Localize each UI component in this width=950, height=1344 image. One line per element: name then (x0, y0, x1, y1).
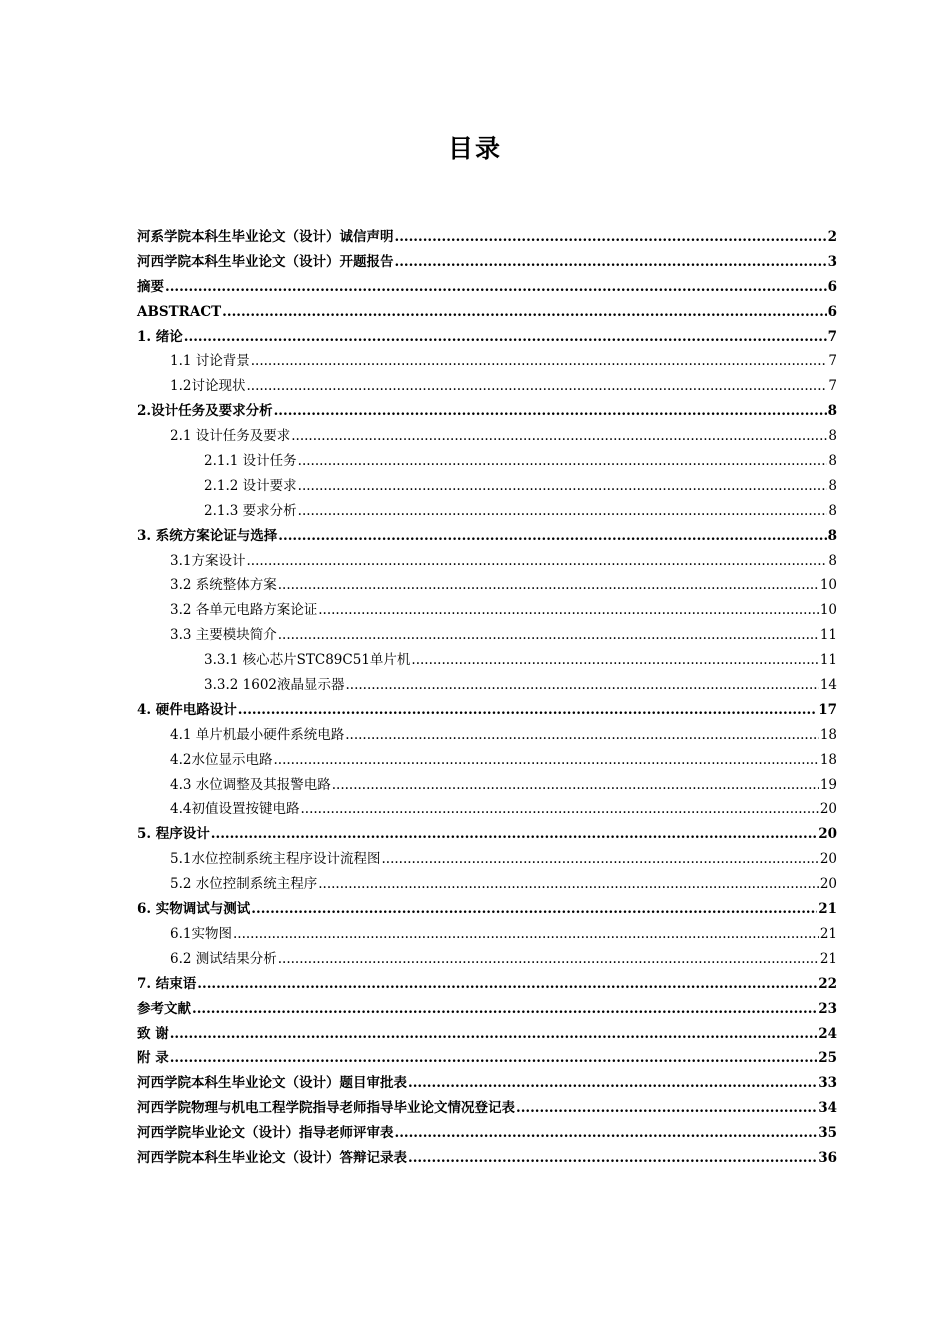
toc-entry[interactable] (137, 275, 837, 300)
toc-entry[interactable] (137, 997, 837, 1022)
toc-entry[interactable] (137, 449, 837, 474)
toc-entry[interactable] (137, 349, 837, 374)
toc-entry-page-number: 33 (818, 1075, 837, 1092)
toc-entry-page-number: 8 (828, 453, 837, 470)
toc-entry[interactable] (137, 598, 837, 623)
toc-entry-page-number: 21 (819, 925, 837, 942)
toc-entry-title: 1.1 讨论背景 (170, 353, 250, 370)
toc-dot-leader (246, 549, 827, 574)
toc-entry[interactable] (137, 573, 837, 598)
toc-entry[interactable] (137, 250, 837, 275)
toc-entry-title: 5.2 水位控制系统主程序 (170, 876, 318, 893)
toc-dot-leader (233, 922, 819, 947)
toc-entry[interactable] (137, 698, 837, 723)
toc-dot-leader (395, 250, 827, 275)
toc-entry-page-number: 21 (818, 901, 837, 918)
toc-entry-title: 附 录 (137, 1050, 169, 1067)
toc-entry[interactable] (137, 648, 837, 673)
toc-entry-page-number: 22 (818, 975, 837, 992)
toc-dot-leader (278, 947, 819, 972)
toc-dot-leader (278, 524, 826, 549)
toc-entry-title: 3.3 主要模块简介 (170, 627, 277, 644)
toc-entry-page-number: 3 (827, 253, 837, 270)
toc-entry-title: 参考文献 (137, 1000, 191, 1017)
toc-entry[interactable] (137, 225, 837, 250)
toc-entry[interactable] (137, 1046, 837, 1071)
toc-entry-title: 2.1.2 设计要求 (204, 477, 297, 494)
toc-entry[interactable] (137, 424, 837, 449)
toc-dot-leader (170, 1022, 818, 1047)
toc-entry[interactable] (137, 1096, 837, 1121)
toc-entry[interactable] (137, 748, 837, 773)
toc-dot-leader (408, 1146, 817, 1171)
toc-entry[interactable] (137, 399, 837, 424)
toc-dot-leader (211, 822, 817, 847)
toc-entry-page-number: 23 (818, 1000, 837, 1017)
toc-entry-title: 致 谢 (137, 1025, 169, 1042)
toc-entry-page-number: 18 (819, 726, 837, 743)
toc-dot-leader (192, 997, 817, 1022)
toc-entry-page-number: 20 (818, 826, 837, 843)
toc-entry-page-number: 8 (828, 502, 837, 519)
toc-entry-page-number: 8 (828, 477, 837, 494)
toc-entry-page-number: 20 (819, 851, 837, 868)
toc-dot-leader (381, 847, 818, 872)
toc-entry-title: 河西学院本科生毕业论文（设计）答辩记录表 (137, 1149, 407, 1166)
toc-entry-title: 6. 实物调试与测试 (137, 901, 251, 918)
toc-entry-page-number: 7 (828, 378, 837, 395)
toc-entry-title: 4.2水位显示电路 (170, 751, 273, 768)
toc-entry-title: 1.2讨论现状 (170, 378, 246, 395)
toc-entry-page-number: 7 (828, 353, 837, 370)
toc-entry-page-number: 6 (827, 278, 837, 295)
toc-entry-page-number: 36 (818, 1149, 837, 1166)
toc-entry-title: 7. 结束语 (137, 975, 197, 992)
toc-entry-page-number: 24 (818, 1025, 837, 1042)
toc-dot-leader (345, 723, 819, 748)
toc-dot-leader (274, 399, 827, 424)
toc-entry-title: 3.3.2 1602液晶显示器 (204, 677, 345, 694)
toc-dot-leader (165, 275, 827, 300)
toc-entry[interactable] (137, 325, 837, 350)
toc-entry-title: 2.1.3 要求分析 (204, 502, 297, 519)
toc-entry-title: 摘要 (137, 278, 164, 295)
toc-entry[interactable] (137, 374, 837, 399)
toc-dot-leader (408, 1071, 817, 1096)
toc-entry-title: 3.1方案设计 (170, 552, 246, 569)
toc-entry[interactable] (137, 773, 837, 798)
toc-entry[interactable] (137, 723, 837, 748)
toc-dot-leader (238, 698, 817, 723)
toc-dot-leader (298, 474, 828, 499)
toc-entry[interactable] (137, 549, 837, 574)
toc-entry[interactable] (137, 1071, 837, 1096)
toc-entry[interactable] (137, 1121, 837, 1146)
toc-entry-title: 河西学院毕业论文（设计）指导老师评审表 (137, 1125, 394, 1142)
toc-entry-title: 2.1 设计任务及要求 (170, 428, 291, 445)
toc-entry[interactable] (137, 922, 837, 947)
toc-dot-leader (395, 225, 827, 250)
toc-dot-leader (298, 449, 828, 474)
toc-dot-leader (251, 897, 817, 922)
toc-entry[interactable] (137, 524, 837, 549)
toc-entry-page-number: 20 (819, 876, 837, 893)
toc-entry-title: 6.2 测试结果分析 (170, 950, 277, 967)
toc-entry[interactable] (137, 897, 837, 922)
toc-entry-page-number: 10 (819, 577, 837, 594)
toc-dot-leader (278, 623, 819, 648)
toc-dot-leader (291, 424, 827, 449)
toc-entry-page-number: 18 (819, 751, 837, 768)
toc-entry-title: 3. 系统方案论证与选择 (137, 527, 278, 544)
toc-dot-leader (170, 1046, 818, 1071)
toc-entry-page-number: 8 (828, 552, 837, 569)
toc-entry-title: 3.2 系统整体方案 (170, 577, 277, 594)
toc-entry-page-number: 7 (827, 328, 837, 345)
toc-entry-page-number: 8 (828, 428, 837, 445)
toc-entry[interactable] (137, 474, 837, 499)
toc-entry-page-number: 2 (827, 229, 837, 245)
toc-dot-leader (346, 673, 819, 698)
toc-entry-page-number: 11 (819, 627, 837, 644)
toc-dot-leader (222, 300, 826, 325)
toc-entry-title: 2.1.1 设计任务 (204, 453, 297, 470)
toc-dot-leader (318, 598, 819, 623)
toc-entry[interactable] (137, 947, 837, 972)
toc-entry-page-number: 21 (819, 950, 837, 967)
toc-entry-page-number: 8 (827, 527, 837, 544)
toc-dot-leader (273, 748, 818, 773)
toc-entry[interactable] (137, 300, 837, 325)
toc-entry[interactable] (137, 847, 837, 872)
toc-entry[interactable] (137, 797, 837, 822)
toc-dot-leader (251, 349, 828, 374)
toc-entry[interactable] (137, 1022, 837, 1047)
table-of-contents (137, 225, 837, 1171)
toc-entry-title: 5.1水位控制系统主程序设计流程图 (170, 851, 381, 868)
toc-entry-title: 1. 绪论 (137, 328, 183, 345)
toc-entry-title: 4.3 水位调整及其报警电路 (170, 776, 331, 793)
toc-entry-title: 河西学院物理与机电工程学院指导老师指导毕业论文情况登记表 (137, 1100, 515, 1117)
toc-dot-leader (197, 972, 817, 997)
toc-dot-leader (516, 1096, 817, 1121)
toc-entry-title: 3.2 各单元电路方案论证 (170, 602, 318, 619)
toc-entry-page-number: 19 (819, 776, 837, 793)
toc-entry-page-number: 6 (827, 303, 837, 320)
toc-entry[interactable] (137, 972, 837, 997)
toc-entry[interactable] (137, 499, 837, 524)
toc-entry-title: 4.4初值设置按键电路 (170, 801, 300, 818)
toc-entry-page-number: 8 (827, 403, 837, 420)
toc-entry-title: 河西学院本科生毕业论文（设计）开题报告 (137, 253, 394, 270)
toc-entry-title: 6.1实物图 (170, 925, 232, 942)
toc-entry-title: 2.设计任务及要求分析 (137, 403, 273, 420)
toc-entry-title: 3.3.1 核心芯片STC89C51单片机 (204, 652, 411, 669)
toc-entry-title: 4. 硬件电路设计 (137, 701, 237, 718)
toc-entry-title: 5. 程序设计 (137, 826, 210, 843)
toc-dot-leader (395, 1121, 818, 1146)
toc-dot-leader (278, 573, 819, 598)
toc-entry-page-number: 35 (818, 1125, 837, 1142)
toc-entry-page-number: 14 (819, 677, 837, 694)
toc-entry[interactable] (137, 872, 837, 897)
toc-entry-page-number: 20 (819, 801, 837, 818)
toc-entry-title: 4.1 单片机最小硬件系统电路 (170, 726, 345, 743)
toc-entry-title: ABSTRACT (137, 303, 222, 320)
page-title: 目录 (447, 134, 502, 163)
toc-entry[interactable] (137, 1146, 837, 1171)
toc-dot-leader (318, 872, 819, 897)
toc-dot-leader (332, 773, 819, 798)
toc-entry-page-number: 11 (819, 652, 837, 669)
toc-entry-page-number: 34 (818, 1100, 837, 1117)
toc-dot-leader (246, 374, 827, 399)
toc-entry[interactable] (137, 822, 837, 847)
toc-entry-page-number: 17 (818, 701, 837, 718)
toc-entry-title: 河系学院本科生毕业论文（设计）诚信声明 (137, 229, 394, 245)
toc-entry-page-number: 25 (818, 1050, 837, 1067)
toc-dot-leader (184, 325, 827, 350)
toc-entry-title: 河西学院本科生毕业论文（设计）题目审批表 (137, 1075, 407, 1092)
toc-dot-leader (300, 797, 818, 822)
toc-entry-page-number: 10 (819, 602, 837, 619)
toc-dot-leader (411, 648, 818, 673)
toc-dot-leader (298, 499, 828, 524)
toc-entry[interactable] (137, 623, 837, 648)
toc-entry[interactable] (137, 673, 837, 698)
